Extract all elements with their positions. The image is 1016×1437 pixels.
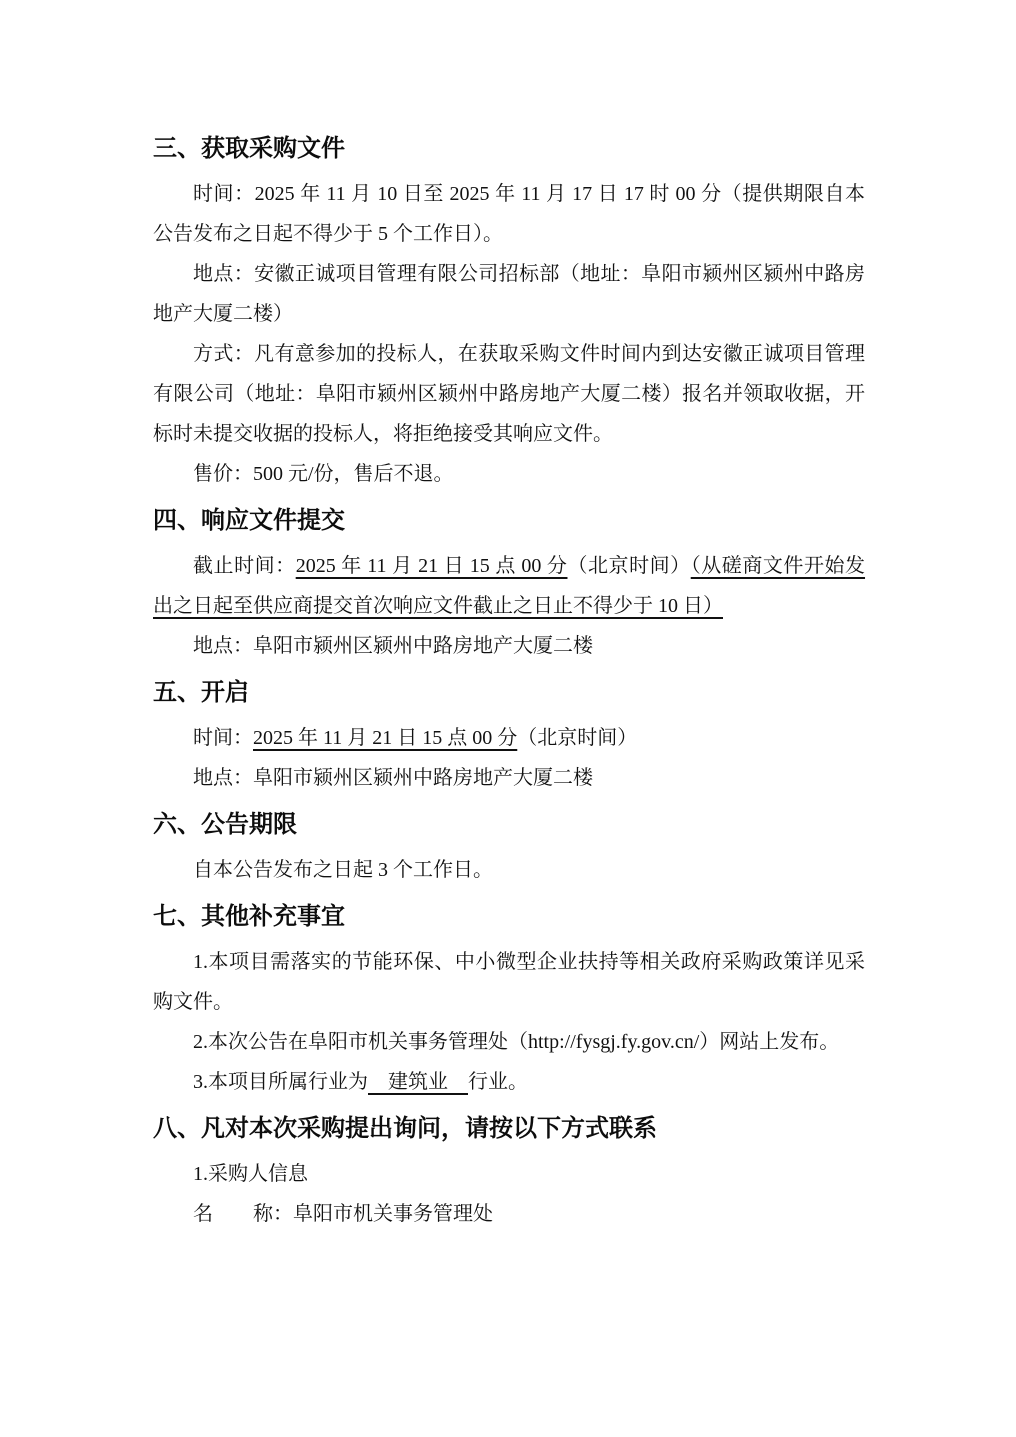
paragraph-text: 1.采购人信息 [193, 1163, 308, 1185]
underlined-text: （从磋商文件开始发出之日起至供应商提交首次响应文件截止之日止不得少于 10 日） [153, 555, 866, 617]
paragraph-text: 地点：安徽正诚项目管理有限公司招标部（地址：阜阳市颍州区颍州中路房地产大厦二楼） [153, 263, 865, 325]
paragraph-text: 1.本项目需落实的节能环保、中小微型企业扶持等相关政府采购政策详见采购文件。 [153, 951, 865, 1013]
paragraph-purchaser-info [153, 1154, 865, 1194]
paragraph-policy [153, 942, 865, 1022]
paragraph-text: 2.本次公告在阜阳市机关事务管理处（http://fysgj.fy.gov.cn/）网站上发布。 [193, 1031, 840, 1053]
section-heading: 八、凡对本次采购提出询问，请按以下方式联系 [153, 1115, 657, 1142]
section-contact-information [153, 1114, 865, 1234]
paragraph-location [153, 626, 865, 666]
paragraph-text: 时间：2025 年 11 月 10 日至 2025 年 11 月 17 日 17 时 00 分（提供期限自本公告发布之日起不得少于 5 个工作日）。 [153, 183, 865, 245]
paragraph-website [153, 1022, 865, 1062]
paragraph-deadline [153, 546, 865, 626]
section-opening [153, 678, 865, 798]
paragraph-method [153, 334, 865, 454]
paragraph-price [153, 454, 865, 494]
paragraph-text: （北京时间） [567, 555, 691, 577]
section-heading: 四、响应文件提交 [153, 507, 345, 534]
paragraph-text: 售价：500 元/份，售后不退。 [193, 463, 454, 485]
section-heading: 三、获取采购文件 [153, 135, 345, 162]
underlined-text: 建筑业 [368, 1071, 468, 1093]
paragraph-purchaser-name [153, 1194, 865, 1234]
section-other-supplementary-matters [153, 902, 865, 1102]
paragraph-text: 时间： [193, 727, 253, 749]
paragraph-text: 方式：凡有意参加的投标人，在获取采购文件时间内到达安徽正诚项目管理有限公司（地址：阜阳市颍州区颍州中路房地产大厦二楼）报名并领取收据，开标时未提交收据的投标人，将拒绝接受其响应文件。 [153, 343, 865, 445]
paragraph-text: 3.本项目所属行业为 [193, 1071, 368, 1093]
paragraph-period [153, 850, 865, 890]
paragraph-text: 截止时间： [193, 555, 296, 577]
paragraph-time [153, 174, 865, 254]
paragraph-text: 自本公告发布之日起 3 个工作日。 [193, 859, 493, 881]
paragraph-text: （北京时间） [517, 727, 638, 749]
paragraph-location [153, 758, 865, 798]
paragraph-text: 名 称：阜阳市机关事务管理处 [193, 1203, 493, 1225]
section-announcement-period [153, 810, 865, 890]
paragraph-time [153, 718, 865, 758]
section-heading: 五、开启 [153, 679, 249, 706]
section-response-document-submission [153, 506, 865, 666]
paragraph-location [153, 254, 865, 334]
paragraph-industry [153, 1062, 865, 1102]
paragraph-text: 行业。 [468, 1071, 528, 1093]
section-heading: 六、公告期限 [153, 811, 297, 838]
paragraph-text: 地点：阜阳市颍州区颍州中路房地产大厦二楼 [193, 767, 593, 789]
section-obtain-procurement-documents [153, 134, 865, 494]
underlined-text: 2025 年 11 月 21 日 15 点 00 分 [253, 727, 518, 749]
paragraph-text: 地点：阜阳市颍州区颍州中路房地产大厦二楼 [193, 635, 593, 657]
underlined-text: 2025 年 11 月 21 日 15 点 00 分 [295, 555, 568, 577]
section-heading: 七、其他补充事宜 [153, 903, 345, 930]
